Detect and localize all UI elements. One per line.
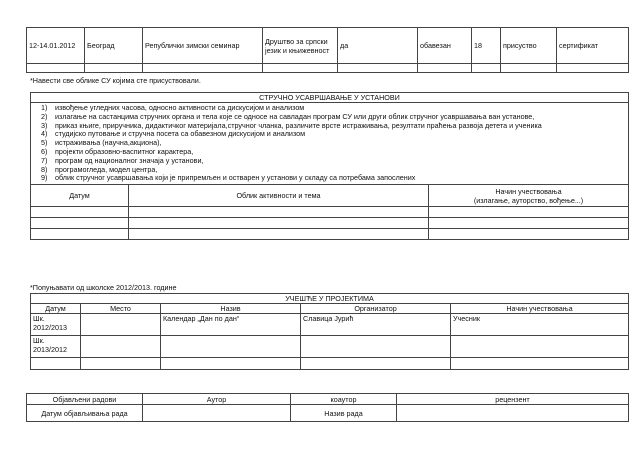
list-text: пројекти образовно-васпитног карактера, (55, 146, 194, 156)
institution-training-table (30, 92, 629, 240)
column-header-published-works: Објављени радови (27, 394, 143, 405)
column-header-coauthor: коаутор (291, 394, 397, 405)
column-header-reviewer: рецензент (397, 394, 629, 405)
list-number: 8) (41, 164, 48, 174)
empty-cell (143, 405, 291, 422)
empty-cell (418, 64, 472, 73)
project-date (31, 336, 81, 358)
empty-cell (161, 358, 301, 370)
empty-cell (301, 358, 451, 370)
project-date-line: Шк. (33, 314, 45, 323)
list-text: истраживања (научна,акциона), (55, 138, 162, 148)
seminar-table (26, 27, 629, 73)
column-header-date: Датум (31, 185, 129, 207)
empty-cell (501, 64, 557, 73)
project-organizer (301, 336, 451, 358)
list-text: приказ књиге, приручника, дидактичког материјала,стручног чланка, различите врсте истраживања, резултати праћења развоја детета и ученика (55, 120, 542, 130)
seminar-date: 12-14.01.2012 (27, 28, 85, 64)
project-mode: Учесник (451, 314, 629, 336)
empty-cell (129, 218, 429, 229)
column-header-organizer: Организатор (301, 304, 451, 314)
list-number: 4) (41, 129, 48, 139)
project-date-line: 2012/2013 (33, 323, 67, 332)
list-number: 9) (41, 173, 48, 183)
empty-cell (129, 229, 429, 240)
seminar-mode: присуство (501, 28, 557, 64)
empty-cell (31, 229, 129, 240)
empty-cell (129, 207, 429, 218)
column-header-date: Датум (31, 304, 81, 314)
activity-list (31, 103, 629, 185)
mode-header-sublabel: (излагање, ауторство, вођење...) (473, 195, 584, 205)
empty-cell (81, 358, 161, 370)
project-name: Календар „Дан по дан“ (161, 314, 301, 336)
empty-cell (429, 229, 629, 240)
projects-table (30, 293, 629, 370)
project-mode (451, 336, 629, 358)
project-place (81, 314, 161, 336)
column-header-place: Место (81, 304, 161, 314)
empty-cell (31, 358, 81, 370)
list-text: облик стручног усавршавања који је припремљен и остварен у установи у складу са потребама запослених (55, 173, 416, 183)
list-number: 7) (41, 155, 48, 165)
institution-section-title: СТРУЧНО УСАВРШАВАЊЕ У УСТАНОВИ (31, 93, 629, 103)
list-number: 3) (41, 120, 48, 130)
project-name (161, 336, 301, 358)
empty-cell (397, 405, 629, 422)
empty-cell (557, 64, 629, 73)
seminar-points: 18 (472, 28, 501, 64)
seminar-certificate: сертификат (557, 28, 629, 64)
list-text: студијско путовање и стручна посета са обавезном дискусијом и анализом (55, 129, 306, 139)
list-text: програмогледа, модел центра, (55, 164, 158, 174)
list-text: извођење угледних часова, односно активности са дискусијом и анализом (55, 103, 305, 112)
list-text: програм од националног значаја у установи, (55, 155, 204, 165)
list-number: 1) (41, 103, 48, 112)
project-place (81, 336, 161, 358)
mode-header-label: Начин учествовања (495, 186, 562, 196)
column-header-mode (429, 185, 629, 207)
empty-cell (27, 64, 85, 73)
table-row (31, 314, 629, 336)
empty-cell (143, 64, 263, 73)
seminar-place: Београд (85, 28, 143, 64)
column-header-mode: Начин учествовања (451, 304, 629, 314)
column-header-publish-date: Датум објављивања рада (27, 405, 143, 422)
column-header-work-title: Назив рада (291, 405, 397, 422)
column-header-author: Аутор (143, 394, 291, 405)
project-date-line: 2013/2012 (33, 345, 67, 354)
list-item (41, 174, 624, 183)
list-number: 5) (41, 138, 48, 148)
seminar-type: обавезан (418, 28, 472, 64)
empty-cell (85, 64, 143, 73)
seminar-organizer: Друштво за српски језик и књижевност (263, 28, 338, 64)
seminar-name: Републички зимски семинар (143, 28, 263, 64)
note-school-year: *Попуњавати од школске 2012/2013. године (30, 283, 177, 292)
list-text: излагање на састанцима стручних органа и тела које се односе на савладан програм СУ или други облик стручног усавршавања ван установе, (55, 111, 535, 121)
empty-cell (31, 207, 129, 218)
empty-cell (429, 218, 629, 229)
project-date-line: Шк. (33, 336, 45, 345)
table-row (31, 336, 629, 358)
empty-cell (472, 64, 501, 73)
seminar-accredited: да (338, 28, 418, 64)
project-date (31, 314, 81, 336)
empty-cell (263, 64, 338, 73)
list-number: 2) (41, 111, 48, 121)
project-organizer: Славица Јурић (301, 314, 451, 336)
list-number: 6) (41, 146, 48, 156)
column-header-activity: Облик активности и тема (129, 185, 429, 207)
empty-cell (451, 358, 629, 370)
publications-table (26, 393, 629, 422)
note-attended: *Навести све облике СУ којима сте присуствовали. (30, 76, 201, 85)
empty-cell (31, 218, 129, 229)
empty-cell (338, 64, 418, 73)
column-header-name: Назив (161, 304, 301, 314)
empty-cell (429, 207, 629, 218)
projects-section-title: УЧЕШЋЕ У ПРОЈЕКТИМА (31, 294, 629, 304)
